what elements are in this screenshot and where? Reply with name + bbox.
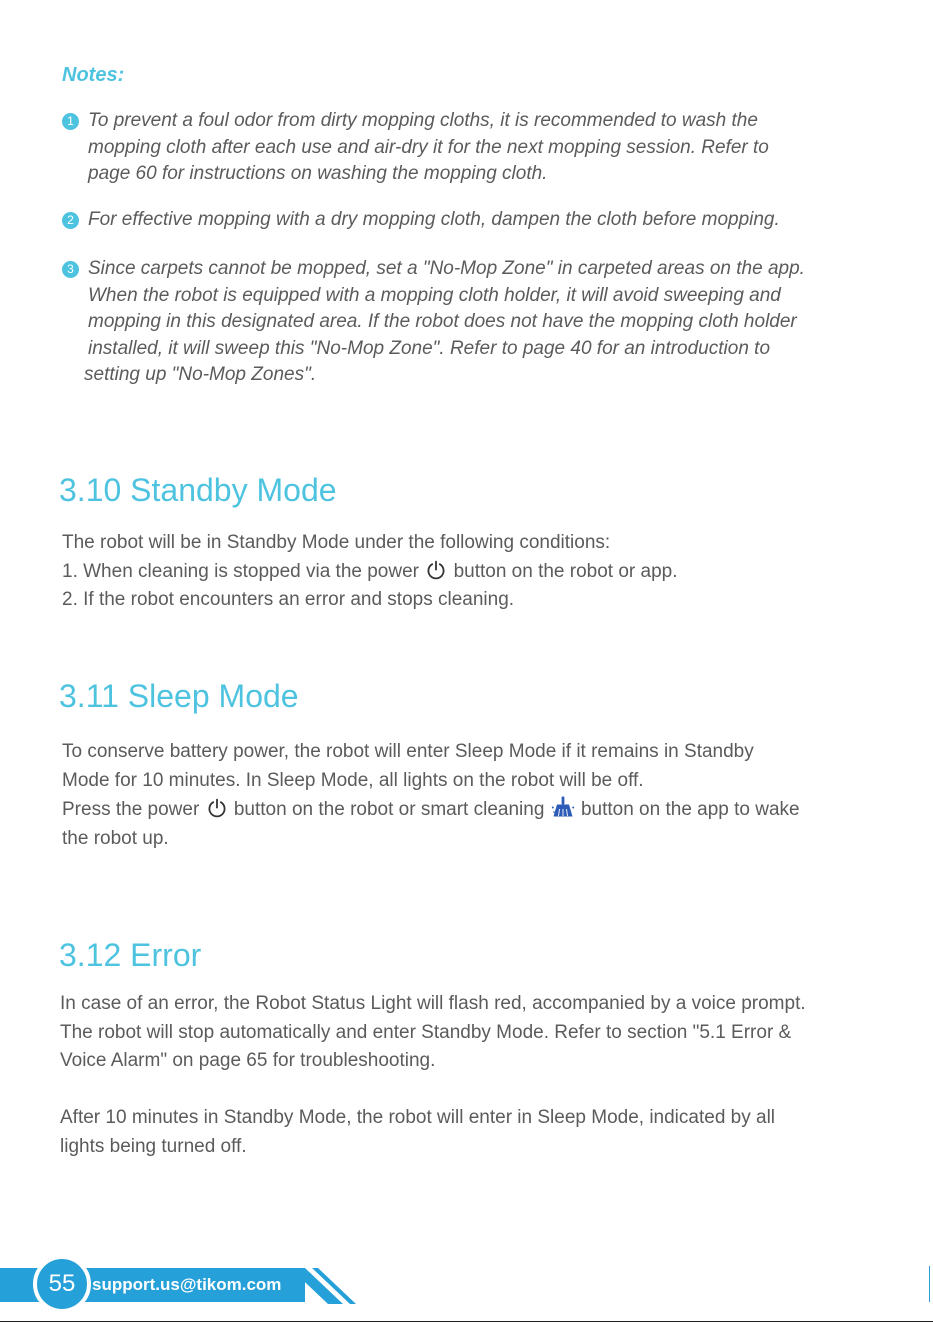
footer-stripes-decoration [290, 1266, 360, 1306]
note-line: mopping cloth after each use and air-dry it for the next mopping session. Refer to [88, 136, 769, 158]
page-number: 55 [33, 1255, 91, 1313]
error-paragraph-1 [60, 990, 890, 1076]
note-line: To prevent a foul odor from dirty mopping cloths, it is recommended to wash the [88, 110, 758, 131]
section-title-sleep: 3.11 Sleep Mode [59, 678, 299, 714]
standby-intro: The robot will be in Standby Mode under the following conditions: [62, 532, 611, 553]
note-line: installed, it will sweep this "No-Mop Zone". Refer to page 40 for an introduction to [88, 337, 771, 359]
sleep-line-text: button on the app to wake [580, 799, 800, 820]
smart-cleaning-icon [551, 795, 575, 819]
sleep-paragraph [62, 738, 892, 853]
standby-condition-1 [62, 558, 892, 587]
note-line: For effective mopping with a dry mopping cloth, dampen the cloth before mopping. [88, 209, 780, 230]
note-number-badge: 1 [62, 113, 79, 130]
error-line: After 10 minutes in Standby Mode, the robot will enter in Sleep Mode, indicated by all [60, 1107, 776, 1128]
notes-title: Notes: [62, 64, 125, 86]
note-number-badge: 2 [62, 212, 79, 229]
sleep-line: the robot up. [62, 827, 169, 849]
note-text [88, 207, 882, 234]
error-line: Voice Alarm" on page 65 for troubleshooting. [60, 1050, 436, 1071]
standby-condition-2: 2. If the robot encounters an error and stops cleaning. [62, 589, 515, 610]
note-number-badge: 3 [62, 261, 79, 278]
note-text [84, 256, 882, 389]
note-item-2 [62, 207, 882, 234]
sleep-line-with-icons [62, 795, 892, 825]
power-icon [206, 797, 228, 819]
sleep-line-text: button on the robot or smart cleaning [233, 799, 545, 820]
support-email: support.us@tikom.com [92, 1275, 282, 1294]
standby-paragraph [62, 529, 892, 615]
power-icon [425, 559, 447, 581]
error-line: lights being turned off. [60, 1135, 247, 1157]
section-title-error: 3.12 Error [59, 937, 202, 973]
error-line: In case of an error, the Robot Status Light will flash red, accompanied by a voice prompt. [60, 993, 806, 1014]
standby-condition-1-text-end: button on the robot or app. [453, 560, 678, 582]
standby-condition-1-text: 1. When cleaning is stopped via the power [62, 560, 419, 582]
section-title-standby: 3.10 Standby Mode [59, 472, 337, 508]
error-line: The robot will stop automatically and enter Standby Mode. Refer to section "5.1 Error & [60, 1021, 792, 1043]
note-line: setting up "No-Mop Zones". [84, 364, 317, 385]
bottom-rule [0, 1321, 933, 1322]
sleep-line: Mode for 10 minutes. In Sleep Mode, all lights on the robot will be off. [62, 769, 644, 791]
sleep-line: To conserve battery power, the robot will enter Sleep Mode if it remains in Standby [62, 741, 754, 762]
note-line: Since carpets cannot be mopped, set a "No-Mop Zone" in carpeted areas on the app. [88, 258, 805, 279]
sleep-line-text: Press the power [62, 799, 200, 820]
note-item-3 [62, 256, 882, 389]
note-line: page 60 for instructions on washing the mopping cloth. [88, 163, 548, 184]
edge-mark [929, 1266, 930, 1302]
note-text [88, 108, 882, 188]
note-item-1 [62, 108, 882, 188]
error-paragraph-2 [60, 1104, 890, 1161]
note-line: When the robot is equipped with a mopping cloth holder, it will avoid sweeping and [88, 284, 781, 306]
note-line: mopping in this designated area. If the robot does not have the mopping cloth holder [88, 311, 797, 332]
